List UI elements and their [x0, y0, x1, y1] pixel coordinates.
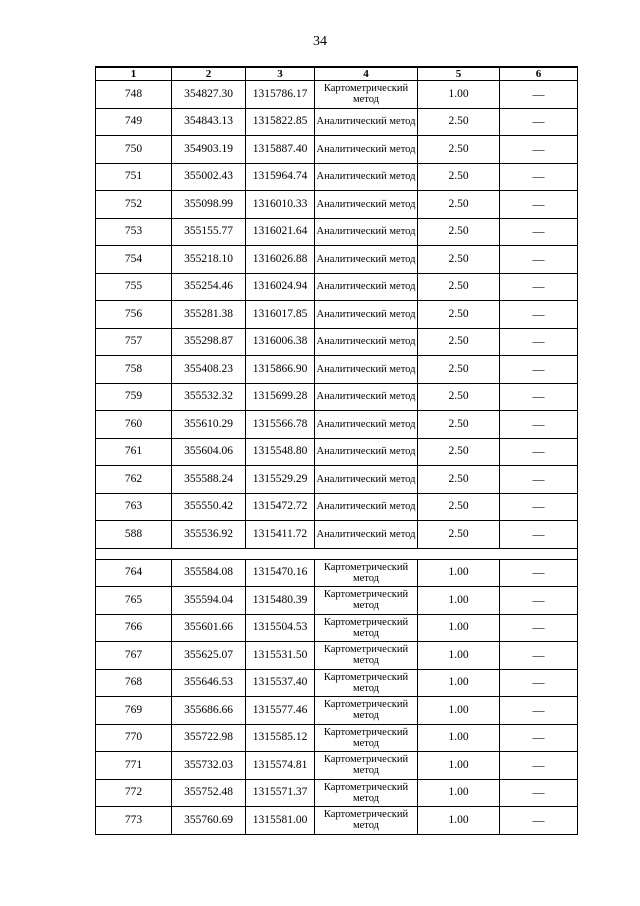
description-cell: —	[500, 779, 578, 807]
y-coordinate-cell: 1315480.39	[246, 587, 315, 615]
method-cell: Аналитический метод	[315, 246, 418, 274]
y-coordinate-cell: 1316021.64	[246, 218, 315, 246]
table-row	[96, 411, 578, 439]
accuracy-cell: 2.50	[418, 411, 500, 439]
accuracy-cell: 1.00	[418, 81, 500, 109]
y-coordinate-cell: 1315577.46	[246, 697, 315, 725]
accuracy-cell: 1.00	[418, 752, 500, 780]
y-coordinate-cell: 1315887.40	[246, 136, 315, 164]
point-number-cell: 767	[96, 642, 172, 670]
description-cell: —	[500, 81, 578, 109]
description-cell: —	[500, 669, 578, 697]
description-cell: —	[500, 697, 578, 725]
group-separator-row	[96, 548, 578, 559]
point-number-cell: 752	[96, 191, 172, 219]
x-coordinate-cell: 355752.48	[172, 779, 246, 807]
x-coordinate-cell: 354827.30	[172, 81, 246, 109]
y-coordinate-cell: 1315585.12	[246, 724, 315, 752]
method-cell: Аналитический метод	[315, 383, 418, 411]
x-coordinate-cell: 354903.19	[172, 136, 246, 164]
table-row	[96, 669, 578, 697]
x-coordinate-cell: 355532.32	[172, 383, 246, 411]
description-cell: —	[500, 521, 578, 549]
accuracy-cell: 2.50	[418, 163, 500, 191]
table-row	[96, 136, 578, 164]
method-cell: Картометрический метод	[315, 724, 418, 752]
description-cell: —	[500, 328, 578, 356]
method-cell: Аналитический метод	[315, 493, 418, 521]
table-row	[96, 642, 578, 670]
table-row	[96, 328, 578, 356]
point-number-cell: 760	[96, 411, 172, 439]
method-cell: Аналитический метод	[315, 438, 418, 466]
point-number-cell: 751	[96, 163, 172, 191]
point-number-cell: 749	[96, 108, 172, 136]
y-coordinate-cell: 1315531.50	[246, 642, 315, 670]
point-number-cell: 758	[96, 356, 172, 384]
column-header: 2	[172, 67, 246, 81]
x-coordinate-cell: 355536.92	[172, 521, 246, 549]
x-coordinate-cell: 355722.98	[172, 724, 246, 752]
table-row	[96, 81, 578, 109]
table-row	[96, 383, 578, 411]
x-coordinate-cell: 355002.43	[172, 163, 246, 191]
y-coordinate-cell: 1315964.74	[246, 163, 315, 191]
accuracy-cell: 1.00	[418, 587, 500, 615]
point-number-cell: 750	[96, 136, 172, 164]
description-cell: —	[500, 191, 578, 219]
accuracy-cell: 1.00	[418, 614, 500, 642]
x-coordinate-cell: 355601.66	[172, 614, 246, 642]
description-cell: —	[500, 246, 578, 274]
table-row	[96, 438, 578, 466]
y-coordinate-cell: 1315822.85	[246, 108, 315, 136]
method-cell: Картометрический метод	[315, 752, 418, 780]
page-number: 34	[313, 34, 327, 49]
x-coordinate-cell: 355732.03	[172, 752, 246, 780]
accuracy-cell: 1.00	[418, 669, 500, 697]
y-coordinate-cell: 1315504.53	[246, 614, 315, 642]
table-row	[96, 466, 578, 494]
point-number-cell: 770	[96, 724, 172, 752]
table-row	[96, 273, 578, 301]
point-number-cell: 768	[96, 669, 172, 697]
description-cell: —	[500, 587, 578, 615]
method-cell: Картометрический метод	[315, 587, 418, 615]
method-cell: Аналитический метод	[315, 466, 418, 494]
description-cell: —	[500, 807, 578, 835]
y-coordinate-cell: 1316024.94	[246, 273, 315, 301]
description-cell: —	[500, 559, 578, 587]
table-row	[96, 218, 578, 246]
accuracy-cell: 1.00	[418, 642, 500, 670]
y-coordinate-cell: 1315571.37	[246, 779, 315, 807]
accuracy-cell: 1.00	[418, 724, 500, 752]
x-coordinate-cell: 355281.38	[172, 301, 246, 329]
description-cell: —	[500, 163, 578, 191]
description-cell: —	[500, 108, 578, 136]
point-number-cell: 755	[96, 273, 172, 301]
point-number-cell: 762	[96, 466, 172, 494]
y-coordinate-cell: 1315566.78	[246, 411, 315, 439]
y-coordinate-cell: 1315537.40	[246, 669, 315, 697]
table-row	[96, 752, 578, 780]
table-row	[96, 807, 578, 835]
description-cell: —	[500, 642, 578, 670]
y-coordinate-cell: 1315699.28	[246, 383, 315, 411]
coordinates-table	[95, 66, 578, 835]
description-cell: —	[500, 383, 578, 411]
x-coordinate-cell: 355218.10	[172, 246, 246, 274]
point-number-cell: 759	[96, 383, 172, 411]
table-row	[96, 493, 578, 521]
point-number-cell: 763	[96, 493, 172, 521]
description-cell: —	[500, 136, 578, 164]
table-header-row	[96, 67, 578, 81]
description-cell: —	[500, 614, 578, 642]
column-header: 5	[418, 67, 500, 81]
y-coordinate-cell: 1315529.29	[246, 466, 315, 494]
table-row	[96, 559, 578, 587]
x-coordinate-cell: 355155.77	[172, 218, 246, 246]
table-row	[96, 521, 578, 549]
y-coordinate-cell: 1316026.88	[246, 246, 315, 274]
accuracy-cell: 2.50	[418, 108, 500, 136]
method-cell: Аналитический метод	[315, 136, 418, 164]
x-coordinate-cell: 355760.69	[172, 807, 246, 835]
accuracy-cell: 2.50	[418, 383, 500, 411]
x-coordinate-cell: 355584.08	[172, 559, 246, 587]
point-number-cell: 761	[96, 438, 172, 466]
accuracy-cell: 1.00	[418, 697, 500, 725]
method-cell: Картометрический метод	[315, 697, 418, 725]
point-number-cell: 753	[96, 218, 172, 246]
accuracy-cell: 2.50	[418, 438, 500, 466]
description-cell: —	[500, 466, 578, 494]
column-header: 1	[96, 67, 172, 81]
point-number-cell: 757	[96, 328, 172, 356]
table-row	[96, 356, 578, 384]
accuracy-cell: 2.50	[418, 301, 500, 329]
point-number-cell: 773	[96, 807, 172, 835]
x-coordinate-cell: 355625.07	[172, 642, 246, 670]
point-number-cell: 756	[96, 301, 172, 329]
accuracy-cell: 2.50	[418, 466, 500, 494]
accuracy-cell: 1.00	[418, 807, 500, 835]
group-separator-cell	[96, 548, 578, 559]
table-row	[96, 246, 578, 274]
description-cell: —	[500, 301, 578, 329]
method-cell: Аналитический метод	[315, 411, 418, 439]
x-coordinate-cell: 355408.23	[172, 356, 246, 384]
column-header: 4	[315, 67, 418, 81]
x-coordinate-cell: 355098.99	[172, 191, 246, 219]
method-cell: Аналитический метод	[315, 301, 418, 329]
table-row	[96, 108, 578, 136]
point-number-cell: 764	[96, 559, 172, 587]
y-coordinate-cell: 1315548.80	[246, 438, 315, 466]
point-number-cell: 769	[96, 697, 172, 725]
method-cell: Картометрический метод	[315, 669, 418, 697]
x-coordinate-cell: 355604.06	[172, 438, 246, 466]
method-cell: Картометрический метод	[315, 559, 418, 587]
description-cell: —	[500, 356, 578, 384]
method-cell: Аналитический метод	[315, 328, 418, 356]
method-cell: Картометрический метод	[315, 807, 418, 835]
point-number-cell: 754	[96, 246, 172, 274]
table-row	[96, 587, 578, 615]
accuracy-cell: 2.50	[418, 521, 500, 549]
table-row	[96, 697, 578, 725]
y-coordinate-cell: 1315866.90	[246, 356, 315, 384]
accuracy-cell: 2.50	[418, 273, 500, 301]
method-cell: Картометрический метод	[315, 81, 418, 109]
point-number-cell: 772	[96, 779, 172, 807]
accuracy-cell: 1.00	[418, 779, 500, 807]
y-coordinate-cell: 1316006.38	[246, 328, 315, 356]
method-cell: Аналитический метод	[315, 356, 418, 384]
description-cell: —	[500, 273, 578, 301]
table-row	[96, 779, 578, 807]
table-row	[96, 163, 578, 191]
x-coordinate-cell: 355298.87	[172, 328, 246, 356]
table-row	[96, 724, 578, 752]
method-cell: Аналитический метод	[315, 191, 418, 219]
y-coordinate-cell: 1315411.72	[246, 521, 315, 549]
y-coordinate-cell: 1316017.85	[246, 301, 315, 329]
table-row	[96, 191, 578, 219]
x-coordinate-cell: 354843.13	[172, 108, 246, 136]
y-coordinate-cell: 1316010.33	[246, 191, 315, 219]
accuracy-cell: 2.50	[418, 356, 500, 384]
point-number-cell: 748	[96, 81, 172, 109]
method-cell: Аналитический метод	[315, 273, 418, 301]
y-coordinate-cell: 1315574.81	[246, 752, 315, 780]
accuracy-cell: 2.50	[418, 246, 500, 274]
x-coordinate-cell: 355610.29	[172, 411, 246, 439]
x-coordinate-cell: 355594.04	[172, 587, 246, 615]
description-cell: —	[500, 724, 578, 752]
method-cell: Картометрический метод	[315, 642, 418, 670]
description-cell: —	[500, 493, 578, 521]
column-header: 3	[246, 67, 315, 81]
column-header: 6	[500, 67, 578, 81]
y-coordinate-cell: 1315581.00	[246, 807, 315, 835]
point-number-cell: 765	[96, 587, 172, 615]
x-coordinate-cell: 355588.24	[172, 466, 246, 494]
method-cell: Аналитический метод	[315, 163, 418, 191]
description-cell: —	[500, 411, 578, 439]
accuracy-cell: 2.50	[418, 191, 500, 219]
y-coordinate-cell: 1315472.72	[246, 493, 315, 521]
method-cell: Аналитический метод	[315, 521, 418, 549]
x-coordinate-cell: 355646.53	[172, 669, 246, 697]
accuracy-cell: 2.50	[418, 328, 500, 356]
description-cell: —	[500, 438, 578, 466]
point-number-cell: 766	[96, 614, 172, 642]
table-row	[96, 301, 578, 329]
accuracy-cell: 2.50	[418, 493, 500, 521]
accuracy-cell: 2.50	[418, 218, 500, 246]
point-number-cell: 771	[96, 752, 172, 780]
method-cell: Аналитический метод	[315, 218, 418, 246]
table-row	[96, 614, 578, 642]
x-coordinate-cell: 355254.46	[172, 273, 246, 301]
method-cell: Картометрический метод	[315, 779, 418, 807]
method-cell: Аналитический метод	[315, 108, 418, 136]
description-cell: —	[500, 752, 578, 780]
accuracy-cell: 2.50	[418, 136, 500, 164]
y-coordinate-cell: 1315470.16	[246, 559, 315, 587]
accuracy-cell: 1.00	[418, 559, 500, 587]
y-coordinate-cell: 1315786.17	[246, 81, 315, 109]
description-cell: —	[500, 218, 578, 246]
x-coordinate-cell: 355550.42	[172, 493, 246, 521]
method-cell: Картометрический метод	[315, 614, 418, 642]
x-coordinate-cell: 355686.66	[172, 697, 246, 725]
point-number-cell: 588	[96, 521, 172, 549]
coordinates-table-container	[95, 66, 577, 835]
